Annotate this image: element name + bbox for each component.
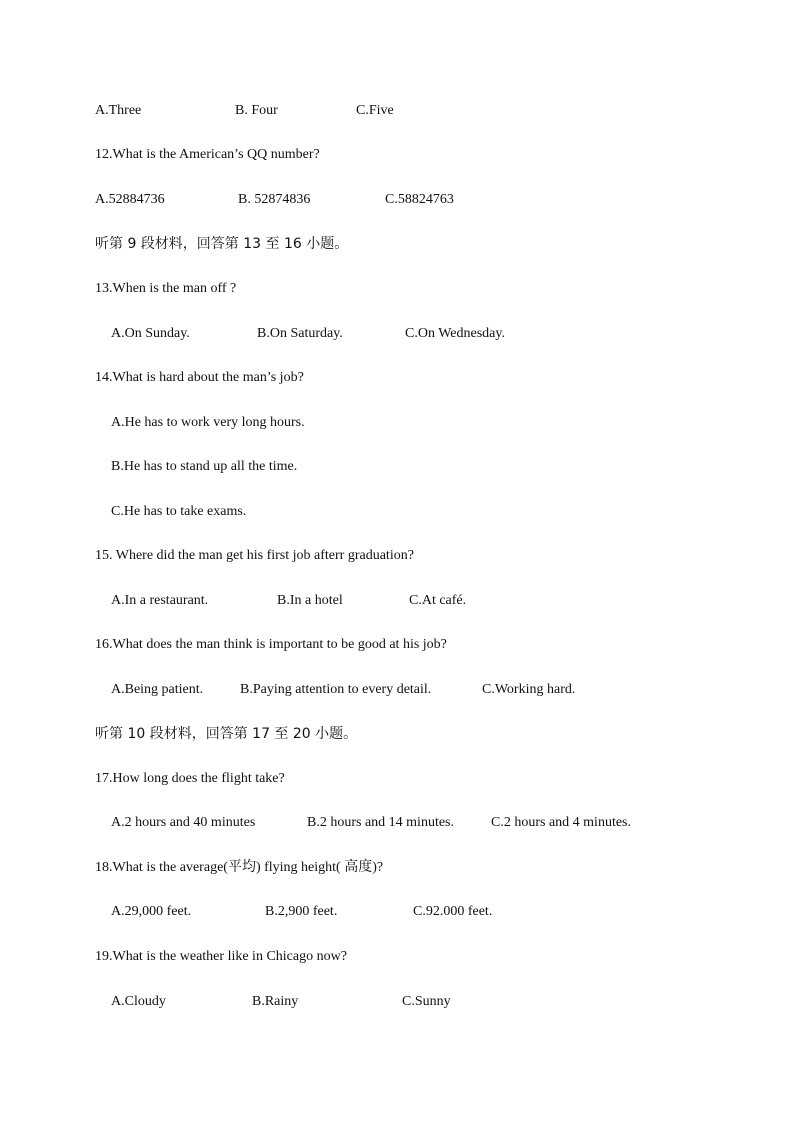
option-a: A.On Sunday. [111,326,190,341]
question-15: 15. Where did the man get his first job afterr graduation? [95,548,414,563]
q14-option-a: A.He has to work very long hours. [111,415,305,430]
question-13: 13.When is the man off ? [95,281,237,296]
option-c: C.2 hours and 4 minutes. [491,815,631,830]
option-a: A.52884736 [95,192,165,207]
option-c: C.On Wednesday. [405,326,505,341]
section-9-instruction: 听第 9 段材料，回答第 13 至 16 小题。 [95,236,349,252]
option-c: C.92.000 feet. [413,904,493,919]
q16-options-row [0,681,794,699]
option-a: A.29,000 feet. [111,904,192,919]
option-c: C.Working hard. [482,682,576,697]
option-b: B. 52874836 [238,192,311,207]
section-10-instruction: 听第 10 段材料，回答第 17 至 20 小题。 [95,726,358,742]
option-b: B.2,900 feet. [265,904,338,919]
option-a: A.In a restaurant. [111,593,209,608]
q14-option-c: C.He has to take exams. [111,504,247,519]
option-a: A.Three [95,103,142,118]
option-c: C.Five [356,103,394,118]
q12-options-row [0,191,794,209]
question-19: 19.What is the weather like in Chicago now? [95,949,347,964]
option-b: B.In a hotel [277,593,343,608]
option-a: A.Being patient. [111,682,204,697]
q14-option-b: B.He has to stand up all the time. [111,459,298,474]
q18-options-row [0,903,794,921]
option-c: C.58824763 [385,192,454,207]
q11-options-row [0,102,794,120]
q17-options-row [0,814,794,832]
option-a: A.Cloudy [111,994,166,1009]
question-12: 12.What is the American’s QQ number? [95,147,320,162]
option-a: A.2 hours and 40 minutes [111,815,256,830]
question-18: 18.What is the average(平均) flying height( 高度)? [95,860,384,875]
option-b: B.Rainy [252,994,299,1009]
option-b: B. Four [235,103,278,118]
option-b: B.Paying attention to every detail. [240,682,432,697]
option-b: B.On Saturday. [257,326,343,341]
question-14: 14.What is hard about the man’s job? [95,370,304,385]
q19-options-row [0,993,794,1011]
q15-options-row [0,592,794,610]
q13-options-row [0,325,794,343]
option-c: C.At café. [409,593,467,608]
option-c: C.Sunny [402,994,451,1009]
question-16: 16.What does the man think is important to be good at his job? [95,637,447,652]
question-17: 17.How long does the flight take? [95,771,285,786]
option-b: B.2 hours and 14 minutes. [307,815,454,830]
